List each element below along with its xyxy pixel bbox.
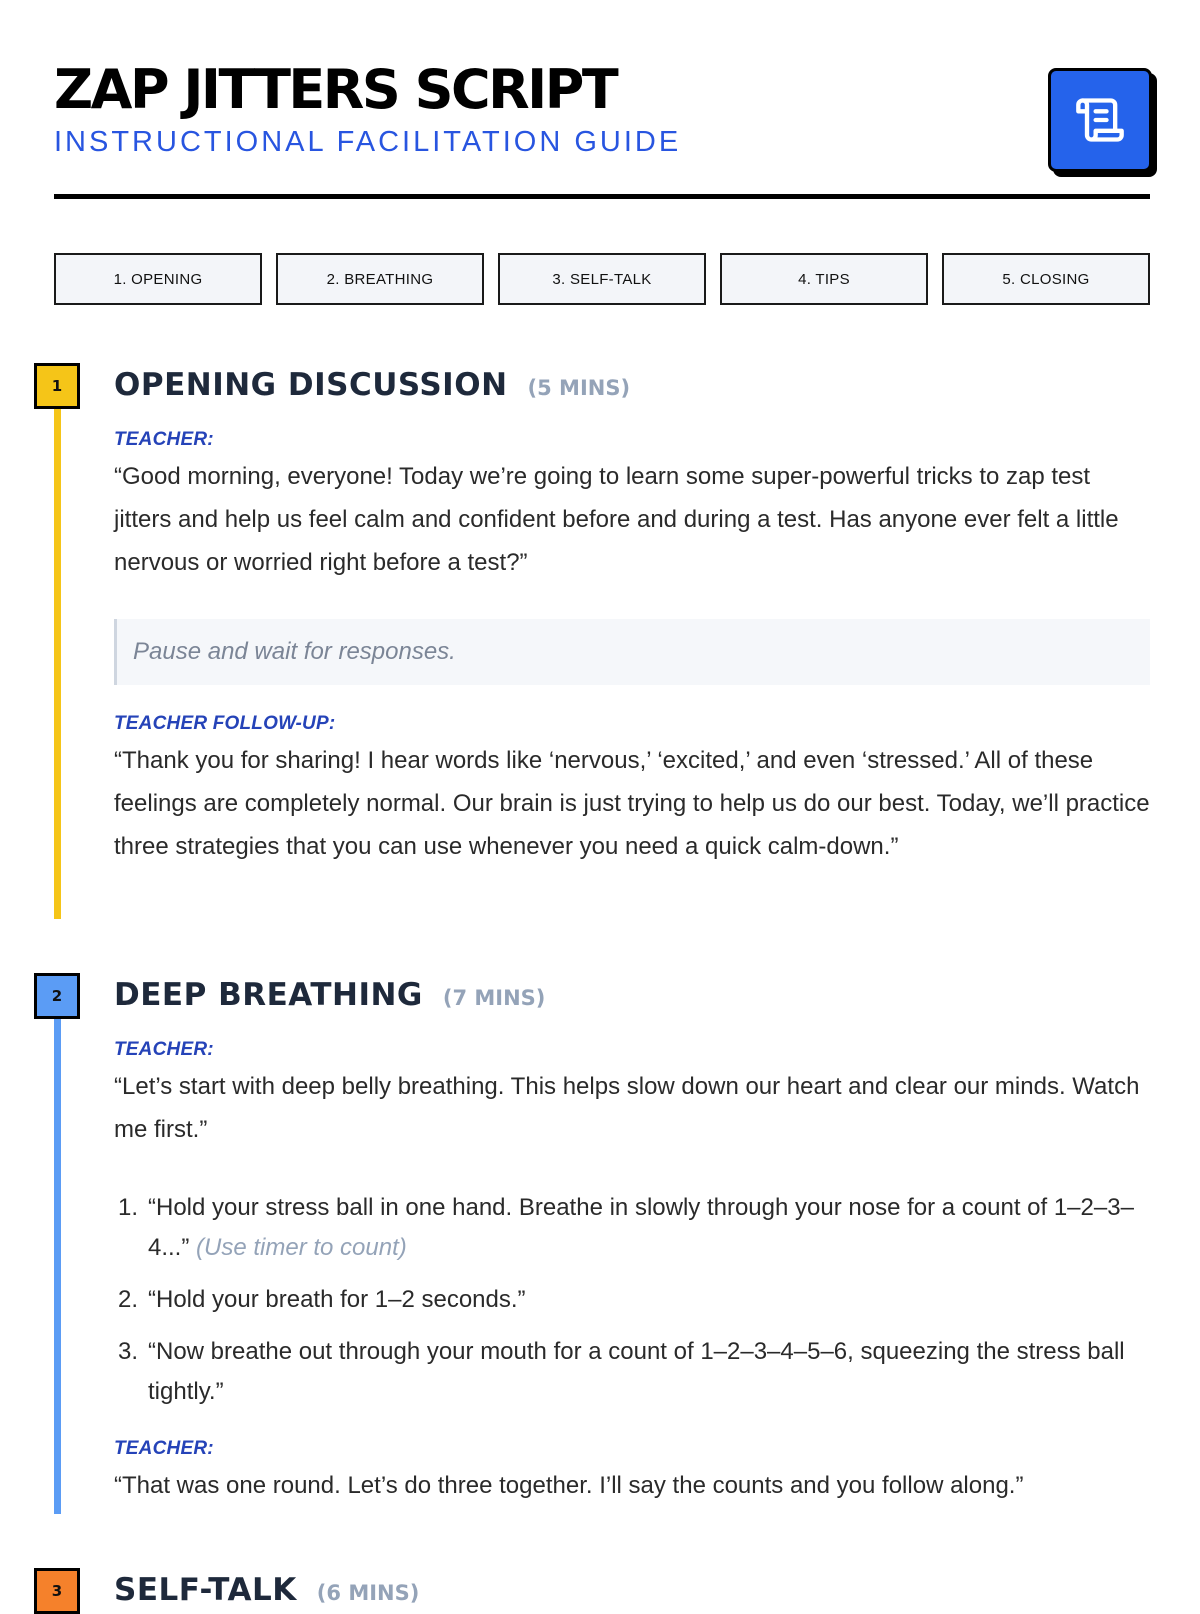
section-body-followup [114, 1438, 1150, 1507]
section-body-note [114, 619, 1150, 685]
section-body-followup [114, 713, 1150, 868]
step-text: “Now breathe out through your mouth for a count of 1–2–3–4–5–6, squeezing the stress ball tightly.” [148, 1338, 1125, 1405]
section-duration: (7 MINS) [442, 986, 546, 1010]
page-subtitle: INSTRUCTIONAL FACILITATION GUIDE [54, 126, 682, 158]
steps-list [114, 1188, 1150, 1412]
section-number-badge: 3 [34, 1568, 80, 1614]
teacher-speech: “That was one round. Let’s do three together. I’ll say the counts and you follow along.” [114, 1472, 1024, 1499]
section-duration: (5 MINS) [527, 376, 631, 400]
role-label: TEACHER: [114, 1438, 214, 1459]
role-label: TEACHER: [114, 429, 214, 450]
section-timeline-line [54, 409, 61, 919]
section-title: DEEP BREATHING [114, 977, 423, 1013]
step-number: 1. [118, 1194, 139, 1221]
step-text: “Hold your breath for 1–2 seconds.” [148, 1286, 526, 1313]
step-text: “Hold your stress ball in one hand. Breathe in slowly through your nose for a count of 1–2–3–4...” [148, 1194, 1134, 1261]
section-body [114, 1039, 1150, 1151]
logo-badge [1048, 68, 1152, 172]
section-heading [114, 1572, 419, 1608]
section-heading [114, 367, 630, 403]
section-body [114, 429, 1150, 584]
page-header [54, 58, 1150, 159]
section-duration: (6 MINS) [316, 1581, 420, 1605]
section-nav [54, 253, 1150, 305]
section-title: OPENING DISCUSSION [114, 367, 508, 403]
header-divider [54, 194, 1150, 199]
step-number: 3. [118, 1338, 139, 1365]
list-item [114, 1188, 1150, 1268]
page-title: ZAP JITTERS SCRIPT [54, 58, 617, 121]
role-label: TEACHER FOLLOW-UP: [114, 713, 336, 734]
list-item [114, 1280, 1150, 1320]
teacher-speech: “Thank you for sharing! I hear words like ‘nervous,’ ‘excited,’ and even ‘stressed.’ All of these feelings are completely normal. Our brain is just trying to help us do our best. Today, we’ll practice three strategies that you can use whenever you need a quick calm-down.” [114, 747, 1150, 860]
teacher-speech: “Good morning, everyone! Today we’re going to learn some super-powerful tricks to zap test jitters and help us feel calm and confident before and during a test. Has anyone ever felt a little nervous or worried right before a test?” [114, 463, 1119, 576]
section-timeline-line [54, 1019, 61, 1514]
nav-self-talk-button[interactable]: 3. SELF-TALK [498, 253, 706, 305]
teacher-speech: “Let’s start with deep belly breathing. This helps slow down our heart and clear our minds. Watch me first.” [114, 1073, 1140, 1143]
section-number-badge: 1 [34, 363, 80, 409]
nav-closing-button[interactable]: 5. CLOSING [942, 253, 1150, 305]
list-item [114, 1332, 1150, 1412]
role-label: TEACHER: [114, 1039, 214, 1060]
nav-tips-button[interactable]: 4. TIPS [720, 253, 928, 305]
scroll-icon [1074, 94, 1126, 146]
section-title: SELF-TALK [114, 1572, 297, 1608]
step-number: 2. [118, 1286, 139, 1313]
section-number-badge: 2 [34, 973, 80, 1019]
section-heading [114, 977, 545, 1013]
breathing-steps [114, 1188, 1150, 1412]
step-hint: (Use timer to count) [196, 1234, 407, 1261]
nav-opening-button[interactable]: 1. OPENING [54, 253, 262, 305]
facilitator-note: Pause and wait for responses. [114, 619, 1150, 685]
nav-breathing-button[interactable]: 2. BREATHING [276, 253, 484, 305]
